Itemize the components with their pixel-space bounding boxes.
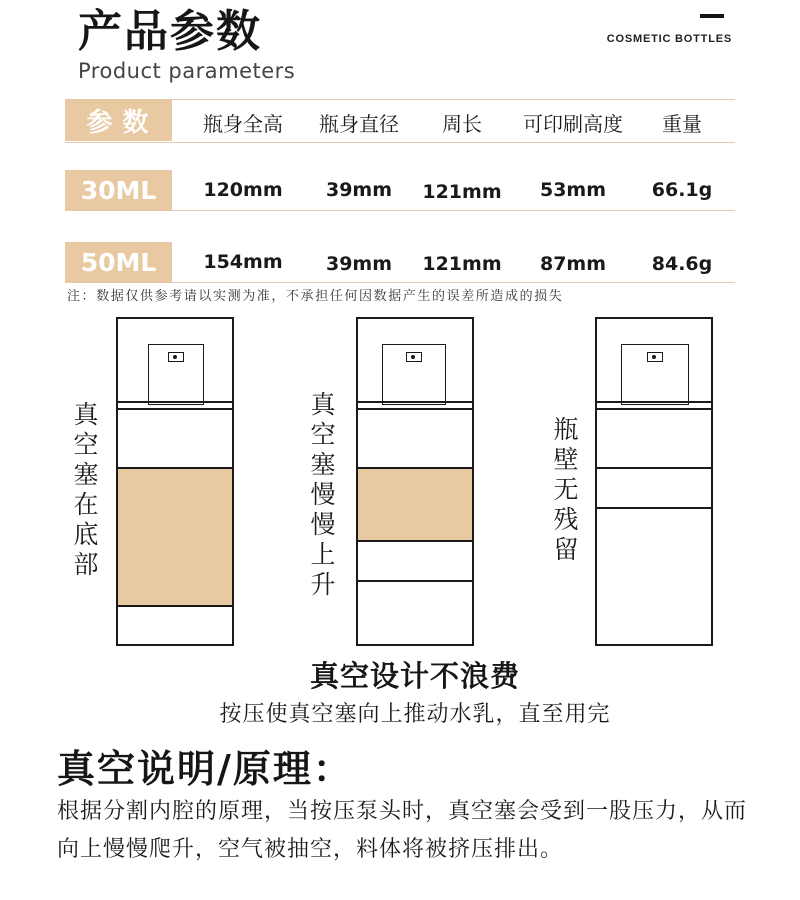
pump-head <box>148 344 204 405</box>
collar-line <box>118 408 232 410</box>
column-header: 可印刷高度 <box>523 112 623 136</box>
pump-button-icon <box>647 352 663 362</box>
column-header: 周长 <box>442 112 482 136</box>
plunger-line <box>358 580 472 582</box>
collar-line <box>597 408 711 410</box>
diagram-label-1: 真空塞在底部 <box>73 400 99 579</box>
bottle-diagram-2 <box>356 317 474 646</box>
bottle-diagram-3 <box>595 317 713 646</box>
pump-head <box>382 344 446 405</box>
table-cell: 120mm <box>203 179 283 201</box>
vacuum-subtitle: 按压使真空塞向上推动水乳，直至用完 <box>219 702 611 727</box>
table-cell: 84.6g <box>651 253 713 275</box>
column-header: 瓶身全高 <box>203 112 283 136</box>
pump-button-icon <box>406 352 422 362</box>
bottle-diagram-1 <box>116 317 234 646</box>
diagram-label-2: 真空塞慢慢上升 <box>310 390 336 599</box>
row-label-30ml: 30ML <box>65 170 172 211</box>
liquid-fill <box>358 469 472 541</box>
vacuum-title: 真空设计不浪费 <box>309 659 520 693</box>
table-cell: 39mm <box>325 253 393 275</box>
collar-line <box>118 401 232 403</box>
diagram-label-3: 瓶壁无残留 <box>553 415 579 564</box>
pump-head <box>621 344 689 405</box>
row-label-50ml: 50ML <box>65 242 172 283</box>
brand-dash <box>700 14 724 18</box>
table-cell: 154mm <box>203 251 283 273</box>
fill-top-line <box>358 467 472 469</box>
principle-body: 根据分割内腔的原理，当按压泵头时，真空塞会受到一股压力，从而向上慢慢爬升，空气被抽空，料体将被挤压排出。 <box>57 799 748 862</box>
brand-label: COSMETIC BOTTLES <box>606 33 732 45</box>
table-rule <box>65 142 735 143</box>
liquid-fill <box>118 469 232 606</box>
table-cell: 66.1g <box>651 179 713 201</box>
plunger-line <box>358 540 472 542</box>
table-cell: 53mm <box>539 179 607 201</box>
page-subtitle: Product parameters <box>78 59 296 83</box>
fill-top-line <box>118 467 232 469</box>
column-header: 瓶身直径 <box>319 112 399 136</box>
collar-line <box>358 401 472 403</box>
table-cell: 39mm <box>325 179 393 201</box>
pump-button-icon <box>168 352 184 362</box>
plunger-line <box>597 467 711 469</box>
collar-line <box>597 401 711 403</box>
disclaimer-note: 注：数据仅供参考请以实测为准，不承担任何因数据产生的误差所造成的损失 <box>67 289 564 304</box>
table-header-label: 参数 <box>65 100 172 141</box>
table-cell: 121mm <box>422 253 502 275</box>
plunger-line <box>118 605 232 607</box>
principle-title: 真空说明/原理： <box>57 747 353 791</box>
page-title: 产品参数 <box>78 6 262 57</box>
plunger-line <box>597 507 711 509</box>
collar-line <box>358 408 472 410</box>
table-cell: 87mm <box>539 253 607 275</box>
column-header: 重量 <box>662 112 702 136</box>
table-cell: 121mm <box>422 181 502 203</box>
